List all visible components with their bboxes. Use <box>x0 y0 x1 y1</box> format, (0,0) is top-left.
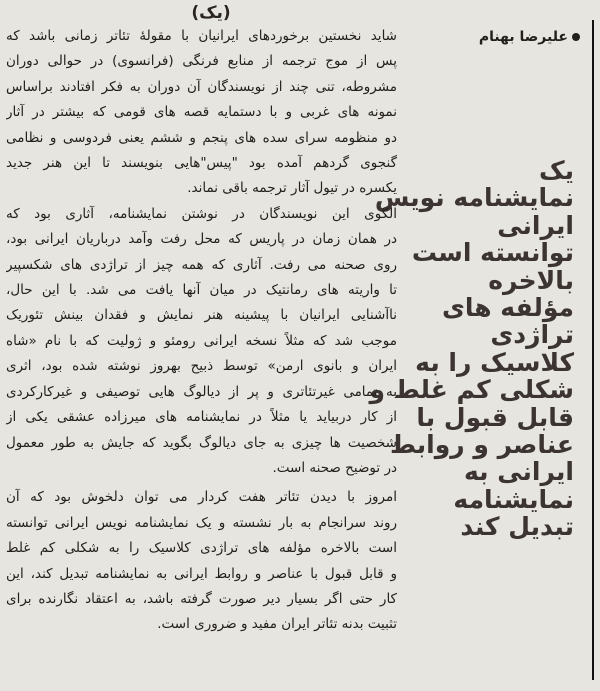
paragraph <box>6 202 397 481</box>
pull-quote-line: توانسته است <box>411 238 574 268</box>
pull-quote-line: تبدیل کند <box>460 512 574 542</box>
text-line: یکسره در تیول آثار ترجمه باقی نماند. <box>187 180 397 197</box>
paragraph <box>6 24 397 202</box>
bullet-icon <box>572 33 580 41</box>
article-body <box>6 24 397 638</box>
pull-quote-line: تراژدی <box>490 320 574 350</box>
text-line: به تمامی غیرتئاتری و پر از دیالوگ هایی توصیفی و غیرکارکردی <box>6 383 397 400</box>
text-line: ایران و بانوی ارمن» توسط ذبیح بهروز نوشته شده بود، اثری <box>6 358 397 375</box>
section-title: (یک) <box>191 3 231 23</box>
text-line: در همان زمان در پاریس که محل رفت وآمد درباریان ایرانی بود، <box>6 231 397 248</box>
text-line: پس از موج ترجمه از منابع فرنگی (فرانسوی) در حوالی دوران <box>6 53 397 70</box>
pull-quote-line: نمایشنامه نویس <box>374 183 574 213</box>
pull-quote-line: کلاسیک را به <box>415 347 574 377</box>
pull-quote <box>369 156 574 542</box>
text-line: تا واریته های رمانتیک در میان آنها یافت می شد. با این حال، <box>6 282 397 299</box>
text-line: ناآشنایی ایرانیان با پیشینه هنر نمایش و فقدان بینش تئوریک <box>6 307 397 324</box>
text-line: دو منظومه سرای سده های پنجم و ششم یعنی فردوسی و نظامی <box>6 129 397 146</box>
text-line: در توضیح صحنه است. <box>272 459 397 476</box>
pull-quote-line: ایرانی <box>497 210 574 240</box>
text-line: تثبیت بدنه تئاتر ایران مفید و ضروری است. <box>157 616 397 633</box>
paragraph <box>6 485 397 637</box>
pull-quote-line: ایرانی به <box>463 457 574 487</box>
author-name: علیرضا بهنام <box>478 29 568 45</box>
pull-quote-line: قابل قبول با <box>416 402 574 432</box>
pull-quote-line: عناصر و روابط <box>390 430 574 460</box>
pull-quote-line: بالاخره <box>488 265 574 295</box>
text-line: روی صحنه می رفت. آثاری که همه چیز از تراژدی های شکسپیر <box>6 256 397 273</box>
text-line: نمونه های غربی و با دستمایه قصه های قومی که بیشتر در آثار <box>6 104 397 121</box>
pull-quote-line: مؤلفه های <box>441 293 574 323</box>
text-line: گنجوی گردهم آمده بود "پیس"هایی بنویسند تا این هنر جدید <box>6 155 397 172</box>
text-line: و قابل قبول با عناصر و روابط ایرانی به نمایشنامه تبدیل کند، این <box>6 565 397 582</box>
text-line: از کار دربیاید یا مثلاً در نمایشنامه های میرزاده عشقی یکی از <box>6 409 397 426</box>
text-line: شخصیت ها چیزی به جای دیالوگ بگوید که جایش به طور معمول <box>6 434 397 451</box>
pull-quote-line: شکلی کم غلط و <box>369 375 574 405</box>
text-line: کار حتی اگر بسیار دیر صورت گرفته باشد، به اعتقاد نگارنده برای <box>6 590 397 607</box>
text-line: شاید نخستین برخوردهای ایرانیان با مقولهٔ تئاتر زمانی باشد که <box>6 28 397 44</box>
text-line: موجب شد که مثلاً نسخه ایرانی رومئو و ژولیت که با نام «شاه <box>6 332 397 349</box>
text-line: امروز با دیدن تئاتر هفت کردار می توان دلخوش بود که آن <box>6 489 397 506</box>
pull-quote-line: نمایشنامه <box>453 484 574 514</box>
author-byline <box>410 28 580 46</box>
text-line: است بالاخره مؤلفه های تراژدی کلاسیک را به شکلی کم غلط <box>6 540 397 557</box>
sidebar <box>369 20 594 680</box>
text-line: الگوی این نویسندگان در نوشتن نمایشنامه، آثاری بود که <box>6 205 397 222</box>
text-line: مشروطه، تنی چند از نویسندگان آن دوران به فکر افتادند براساس <box>6 78 397 95</box>
pull-quote-line: یک <box>539 156 574 185</box>
text-line: روند سرانجام به بار نشسته و یک نمایشنامه نویس ایرانی توانسته <box>6 514 397 531</box>
